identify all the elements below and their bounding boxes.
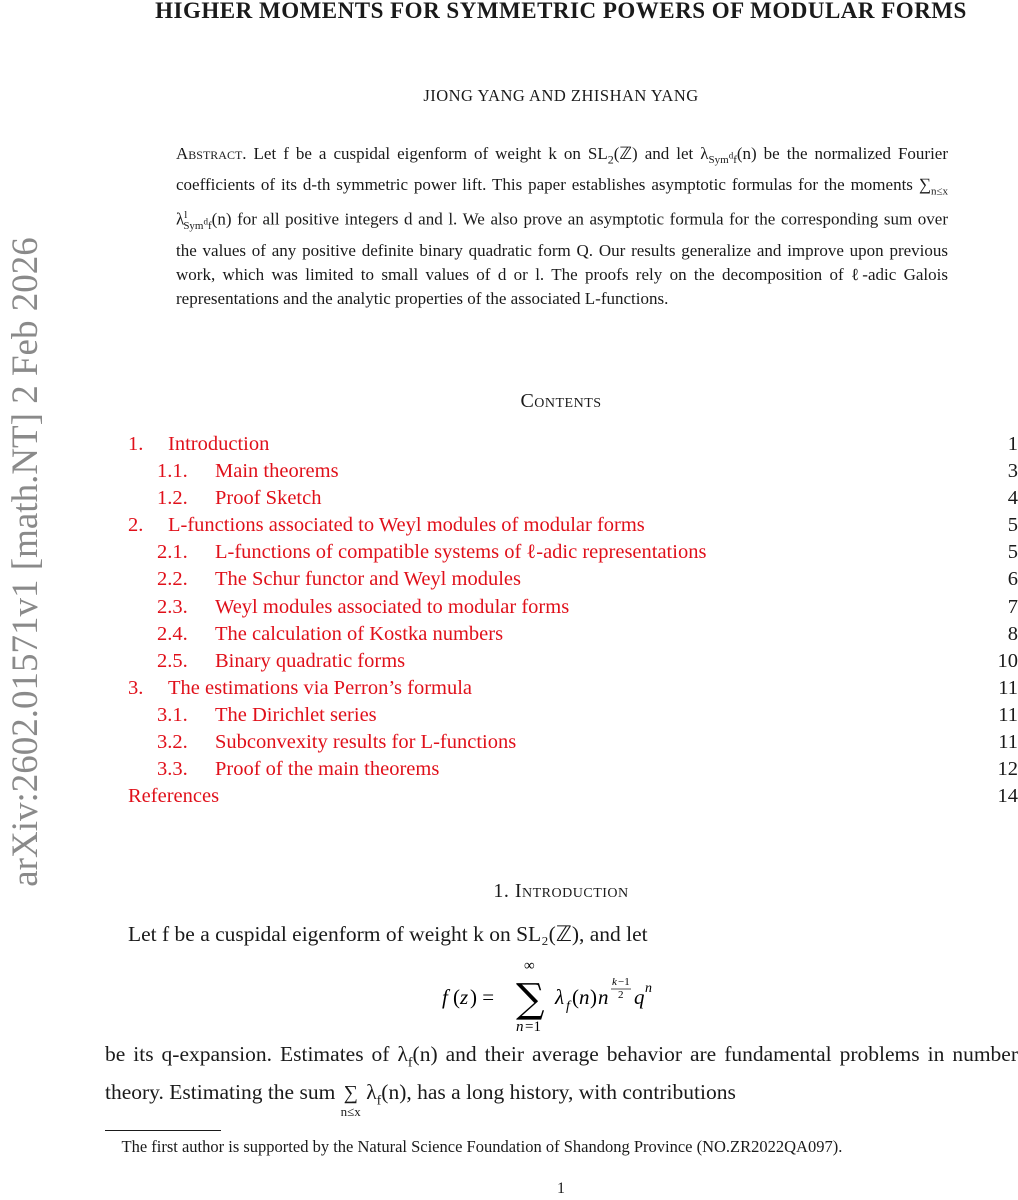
toc-title[interactable]: Proof Sketch [215, 487, 322, 510]
intro-text-a: be its q-expansion. Estimates of λ [105, 1042, 408, 1066]
toc-item[interactable] [128, 729, 1018, 756]
svg-text:n: n [516, 1019, 524, 1035]
intro-paragraph-2: be its q-expansion. Estimates of $\lambda_f(n)$ and their average behavior are fundamental problems in number theory. Estimating the sum ∑ n≤x $\lambda_f(n)$, has a long history, with contributions [105, 1042, 1018, 1119]
toc-item[interactable] [128, 621, 1018, 648]
toc-number: 1.1. [157, 460, 188, 483]
toc-title[interactable]: Proof of the main theorems [215, 758, 440, 781]
svg-text:z: z [460, 985, 469, 1009]
toc-number: 1. [128, 433, 144, 455]
toc-title[interactable]: Subconvexity results for L-functions [215, 731, 517, 754]
toc-item[interactable] [128, 675, 1018, 702]
svg-text:) =: ) = [470, 985, 495, 1009]
toc-number: 2.4. [157, 622, 188, 645]
abstract-text-5: (n) for all positive integers d and l. We also prove an asymptotic formula for the corresponding sum over the values of any positive definite binary quadratic form Q. Our results generalize and improve upon previous work, which was limited to small values of d or l. The proofs rely on the decomposition of ℓ-adic Galois representations and the analytic properties of the associated L-functions. [176, 210, 948, 309]
intro-text-c: λ [366, 1079, 377, 1104]
toc-item[interactable] [128, 702, 1018, 729]
svg-text:f: f [566, 999, 570, 1014]
footnote-rule [105, 1130, 221, 1131]
svg-text:q: q [634, 985, 645, 1009]
table-of-contents [128, 431, 1018, 810]
footnote-text: The first author is supported by the Natural Science Foundation of Shandong Province (NO.ZR2022QA097). [121, 1137, 843, 1156]
intro-paragraph-1: Let f be a cuspidal eigenform of weight k on SL₂(ℤ), and let [128, 922, 648, 946]
toc-title[interactable]: The estimations via Perron’s formula [168, 676, 473, 699]
toc-number: 2.3. [157, 595, 188, 618]
toc-item[interactable] [128, 458, 1018, 485]
toc-item[interactable] [128, 594, 1018, 621]
svg-text:): ) [590, 985, 597, 1009]
toc-title[interactable]: The calculation of Kostka numbers [215, 622, 504, 645]
toc-page: 3 [1007, 460, 1018, 483]
toc-number: 3. [128, 676, 144, 699]
toc-title[interactable]: References [128, 785, 220, 808]
svg-text:λ: λ [555, 985, 565, 1009]
toc-page: 4 [1007, 487, 1018, 510]
toc-page: 7 [1007, 595, 1018, 618]
toc-number: 1.2. [157, 487, 188, 510]
toc-item[interactable] [128, 431, 1018, 458]
svg-text:=1: =1 [525, 1019, 541, 1035]
toc-number: 2.1. [157, 541, 188, 564]
toc-page: 10 [997, 649, 1018, 672]
abstract-text-4: λ [176, 210, 185, 230]
svg-text:∞: ∞ [524, 958, 535, 974]
toc-title[interactable]: L-functions associated to Weyl modules of modular forms [168, 514, 645, 537]
page-number: 1 [557, 1180, 565, 1197]
toc-title[interactable]: Introduction [168, 433, 270, 455]
svg-text:n: n [579, 985, 590, 1009]
svg-text:f: f [442, 985, 448, 1009]
toc-item[interactable] [128, 512, 1018, 539]
toc-number: 3.3. [157, 758, 188, 781]
svg-text:n: n [645, 981, 652, 996]
toc-page: 5 [1007, 541, 1018, 564]
svg-text:−1: −1 [618, 976, 630, 988]
svg-text:k: k [612, 976, 617, 988]
intro-text-d: (n), has a long history, with contributions [381, 1079, 736, 1104]
abstract-label: Abstract [176, 144, 243, 163]
toc-item[interactable] [128, 566, 1018, 593]
toc-number: 3.1. [157, 703, 188, 726]
arxiv-identifier: arXiv:2602.01571v1 [math.NT] 2 Feb 2026 [5, 237, 46, 887]
section-heading [105, 880, 1017, 903]
section-number: 1. [493, 880, 510, 902]
contents-heading: Contents [520, 390, 602, 412]
abstract-text-2: (ℤ) and let λ [613, 144, 709, 163]
svg-text:2: 2 [618, 989, 624, 1001]
svg-text:(: ( [572, 985, 579, 1009]
svg-text:(: ( [453, 985, 460, 1009]
abstract-text-1: Let f be a cuspidal eigenform of weight k on SL [253, 144, 608, 163]
toc-page: 14 [997, 785, 1018, 808]
toc-page: 11 [998, 703, 1018, 726]
toc-item[interactable] [128, 485, 1018, 512]
toc-item[interactable] [128, 648, 1018, 675]
toc-page: 11 [998, 731, 1018, 754]
intro-text-b: (n) and their average behavior are fundamental problems in number theory. Estimating the sum [105, 1042, 1018, 1104]
toc-item[interactable] [128, 783, 1018, 810]
toc-title[interactable]: L-functions of compatible systems of ℓ-adic representations [215, 541, 707, 564]
toc-page: 6 [1007, 568, 1018, 591]
q-expansion-equation [440, 952, 740, 1037]
paper-title: HIGHER MOMENTS FOR SYMMETRIC POWERS OF MODULAR FORMS [155, 0, 967, 23]
svg-text:∑: ∑ [516, 976, 545, 1022]
toc-number: 2.2. [157, 568, 188, 591]
toc-title[interactable]: The Dirichlet series [215, 703, 377, 726]
toc-number: 3.2. [157, 731, 188, 754]
toc-item[interactable] [128, 539, 1018, 566]
toc-page: 8 [1007, 622, 1018, 645]
svg-text:n: n [598, 985, 609, 1009]
toc-page: 5 [1007, 514, 1018, 537]
toc-page: 12 [997, 758, 1018, 781]
section-title: Introduction [514, 880, 629, 902]
toc-item[interactable] [128, 756, 1018, 783]
toc-title[interactable]: Binary quadratic forms [215, 649, 406, 672]
paper-authors: JIONG YANG AND ZHISHAN YANG [423, 86, 699, 105]
toc-page: 11 [998, 676, 1018, 699]
toc-number: 2.5. [157, 649, 188, 672]
toc-number: 2. [128, 514, 144, 537]
toc-title[interactable]: The Schur functor and Weyl modules [215, 568, 521, 591]
toc-title[interactable]: Main theorems [215, 460, 339, 483]
abstract-text-3: (n) be the normalized Fourier coefficients of its d-th symmetric power lift. This paper establishes asymptotic formulas for the moments ∑ [176, 144, 949, 194]
abstract: Abstract. Let f be a cuspidal eigenform of weight k on $SL_2(ℤ)$ and let $\lambda_{Sym^df}(n)$ be the normalized Fourier coefficients of its d-th symmetric power lift. This paper establishes asymptotic formulas for the moments $\sum_{n\le x}$ $\lambda^l_{Sym^df}(n)$ for all positive integers d and l. We also prove an asymptotic formula for the corresponding sum over the values of any positive definite binary quadratic form Q. Our results generalize and improve upon previous work, which was limited to small values of d or l. The proofs rely on the decomposition of ℓ-adic Galois representations and the analytic properties of the associated L-functions. [176, 144, 949, 309]
toc-page: 1 [1007, 433, 1018, 455]
footnote [105, 1135, 1018, 1159]
toc-title[interactable]: Weyl modules associated to modular forms [215, 595, 570, 618]
